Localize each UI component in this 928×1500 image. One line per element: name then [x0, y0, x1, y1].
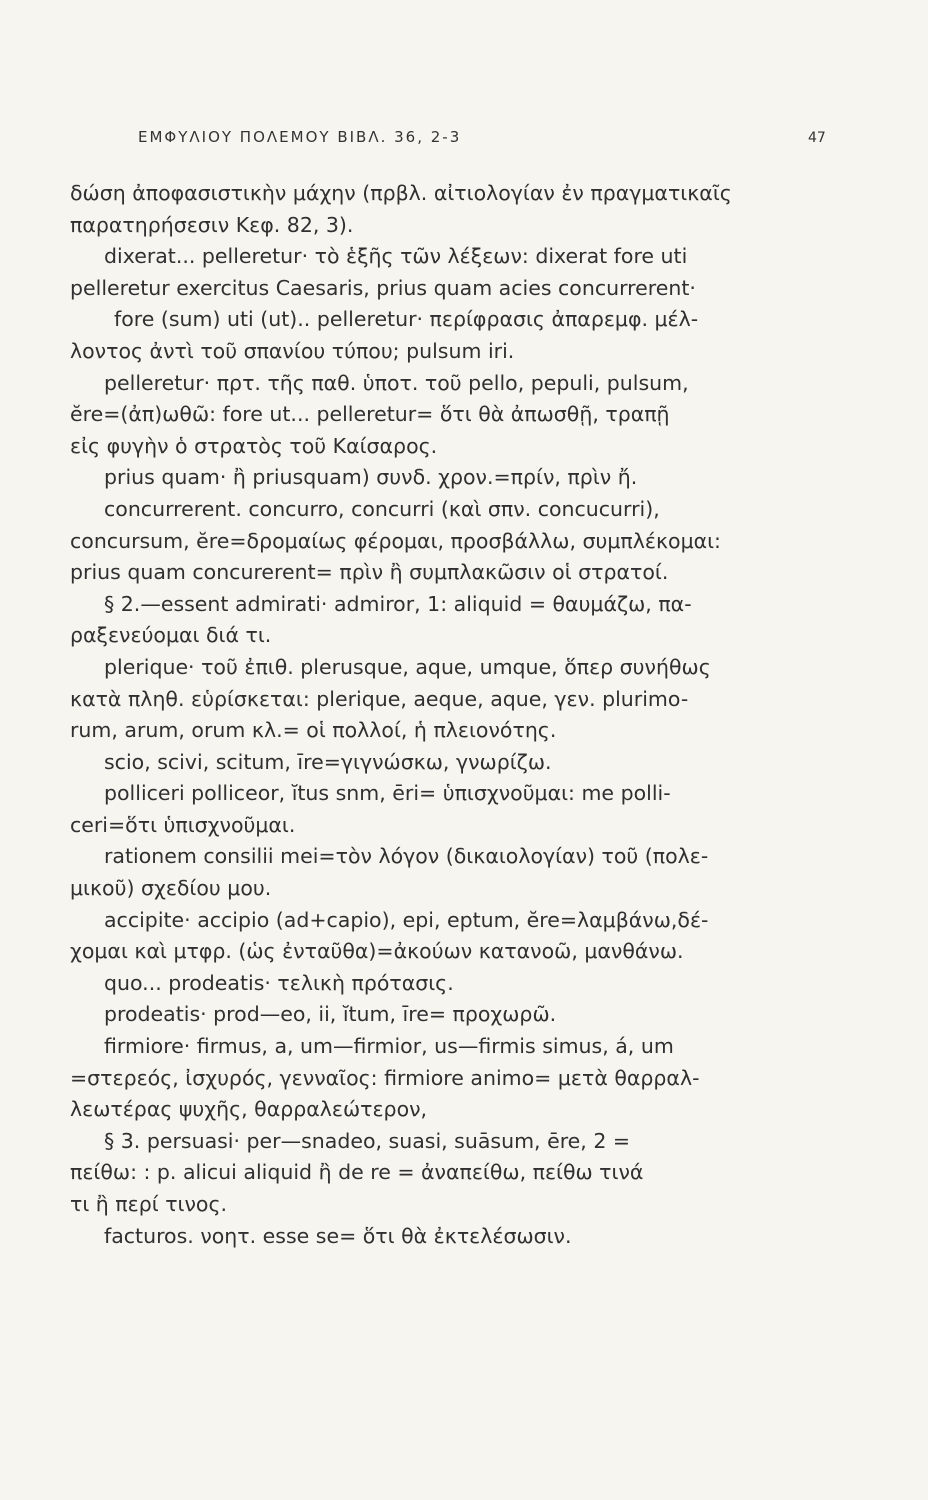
text-line: rationem consilii mei=τὸν λόγον (δικαιολογίαν) τοῦ (πολε- [104, 844, 709, 869]
text-line: concursum, ĕre=δρομαίως φέρομαι, προσβάλλω, συμπλέκομαι: [70, 528, 721, 553]
text-line: pelleretur exercitus Caesaris, prius quam acies concurrerent· [70, 275, 696, 300]
text-line: παρατηρήσεσιν Κεφ. 82, 3). [70, 212, 354, 237]
text-line: facturos. νοητ. esse se= ὅτι θὰ ἐκτελέσωσιν. [104, 1223, 572, 1248]
text-line: plerique· τοῦ ἐπιθ. plerusque, aque, umque, ὅπερ συνήθως [104, 654, 711, 679]
text-line: ραξενεύομαι διά τι. [70, 623, 272, 648]
text-line: ceri=ὅτι ὑπισχνοῦμαι. [70, 812, 296, 837]
body-text [70, 178, 850, 1252]
text-line: accipite· accipio (ad+capio), epi, eptum, ĕre=λαμβάνω,δέ- [104, 907, 709, 932]
text-line: scio, scivi, scitum, īre=γιγνώσκω, γνωρίζω. [104, 749, 552, 774]
text-line: polliceri polliceor, ĭtus snm, ēri= ὑπισχνοῦμαι: me polli- [104, 781, 671, 806]
text-line: prius quam· ἢ priusquam) συνδ. χρον.=πρίν, πρὶν ἤ. [104, 465, 638, 490]
text-line: χομαι καὶ μτφρ. (ὡς ἐνταῦθα)=ἀκούων κατανοῶ, μανθάνω. [70, 939, 684, 964]
text-line: μικοῦ) σχεδίου μου. [70, 876, 272, 901]
page-number: 47 [808, 130, 826, 146]
text-line: κατὰ πληθ. εὑρίσκεται: plerique, aeque, aque, γεν. plurimo- [70, 686, 689, 711]
text-line: prius quam concurerent= πρὶν ἢ συμπλακῶσιν οἱ στρατοί. [70, 560, 669, 585]
running-header [0, 128, 928, 158]
text-line: λοντος ἀντὶ τοῦ σπανίου τύπου; pulsum iri. [70, 338, 515, 363]
text-line: δώση ἀποφασιστικὴν μάχην (πρβλ. αἰτιολογίαν ἐν πραγματικαῖς [70, 181, 732, 205]
text-line: dixerat... pelleretur· τὸ ἑξῆς τῶν λέξεων: dixerat fore uti [104, 244, 688, 269]
text-line: prodeatis· prod—eo, ii, ĭtum, īre= προχωρῶ. [104, 1002, 557, 1027]
text-line: πείθω: : p. alicui aliquid ἢ de re = ἀναπείθω, πείθω τινά [70, 1160, 644, 1185]
text-line: fore (sum) uti (ut).. pelleretur· περίφρασις ἀπαρεμφ. μέλ- [114, 307, 699, 332]
text-line: εἰς φυγὴν ὁ στρατὸς τοῦ Καίσαρος. [70, 433, 438, 458]
text-line: § 3. persuasi· per—snadeo, suasi, suāsum, ēre, 2 = [104, 1128, 631, 1153]
text-line: firmiore· firmus, a, um—firmior, us—firmis simus, á, um [104, 1034, 674, 1059]
text-line: ĕre=(ἀπ)ωθῶ: fore ut... pelleretur= ὅτι θὰ ἀπωσθῇ, τραπῇ [70, 402, 670, 427]
text-line: rum, arum, orum κλ.= οἱ πολλοί, ἡ πλειονότης. [70, 718, 557, 743]
text-line: quo... prodeatis· τελικὴ πρότασις. [104, 970, 454, 995]
header-title: ΕΜΦΥΛΙΟΥ ΠΟΛΕΜΟΥ ΒΙΒΛ. 36, 2-3 [138, 128, 462, 146]
text-line: concurrerent. concurro, concurri (καὶ σπν. concucurri), [104, 496, 660, 521]
text-line: λεωτέρας ψυχῆς, θαρραλεώτερον, [70, 1097, 428, 1122]
text-line: pelleretur· πρτ. τῆς παθ. ὑποτ. τοῦ pello, pepuli, pulsum, [104, 370, 689, 395]
text-line: =στερεός, ἰσχυρός, γενναῖος: firmiore animo= μετὰ θαρραλ- [70, 1065, 700, 1090]
text-line: τι ἢ περί τινος. [70, 1192, 228, 1216]
text-line: § 2.—essent admirati· admiror, 1: aliquid = θαυμάζω, πα- [104, 591, 692, 616]
